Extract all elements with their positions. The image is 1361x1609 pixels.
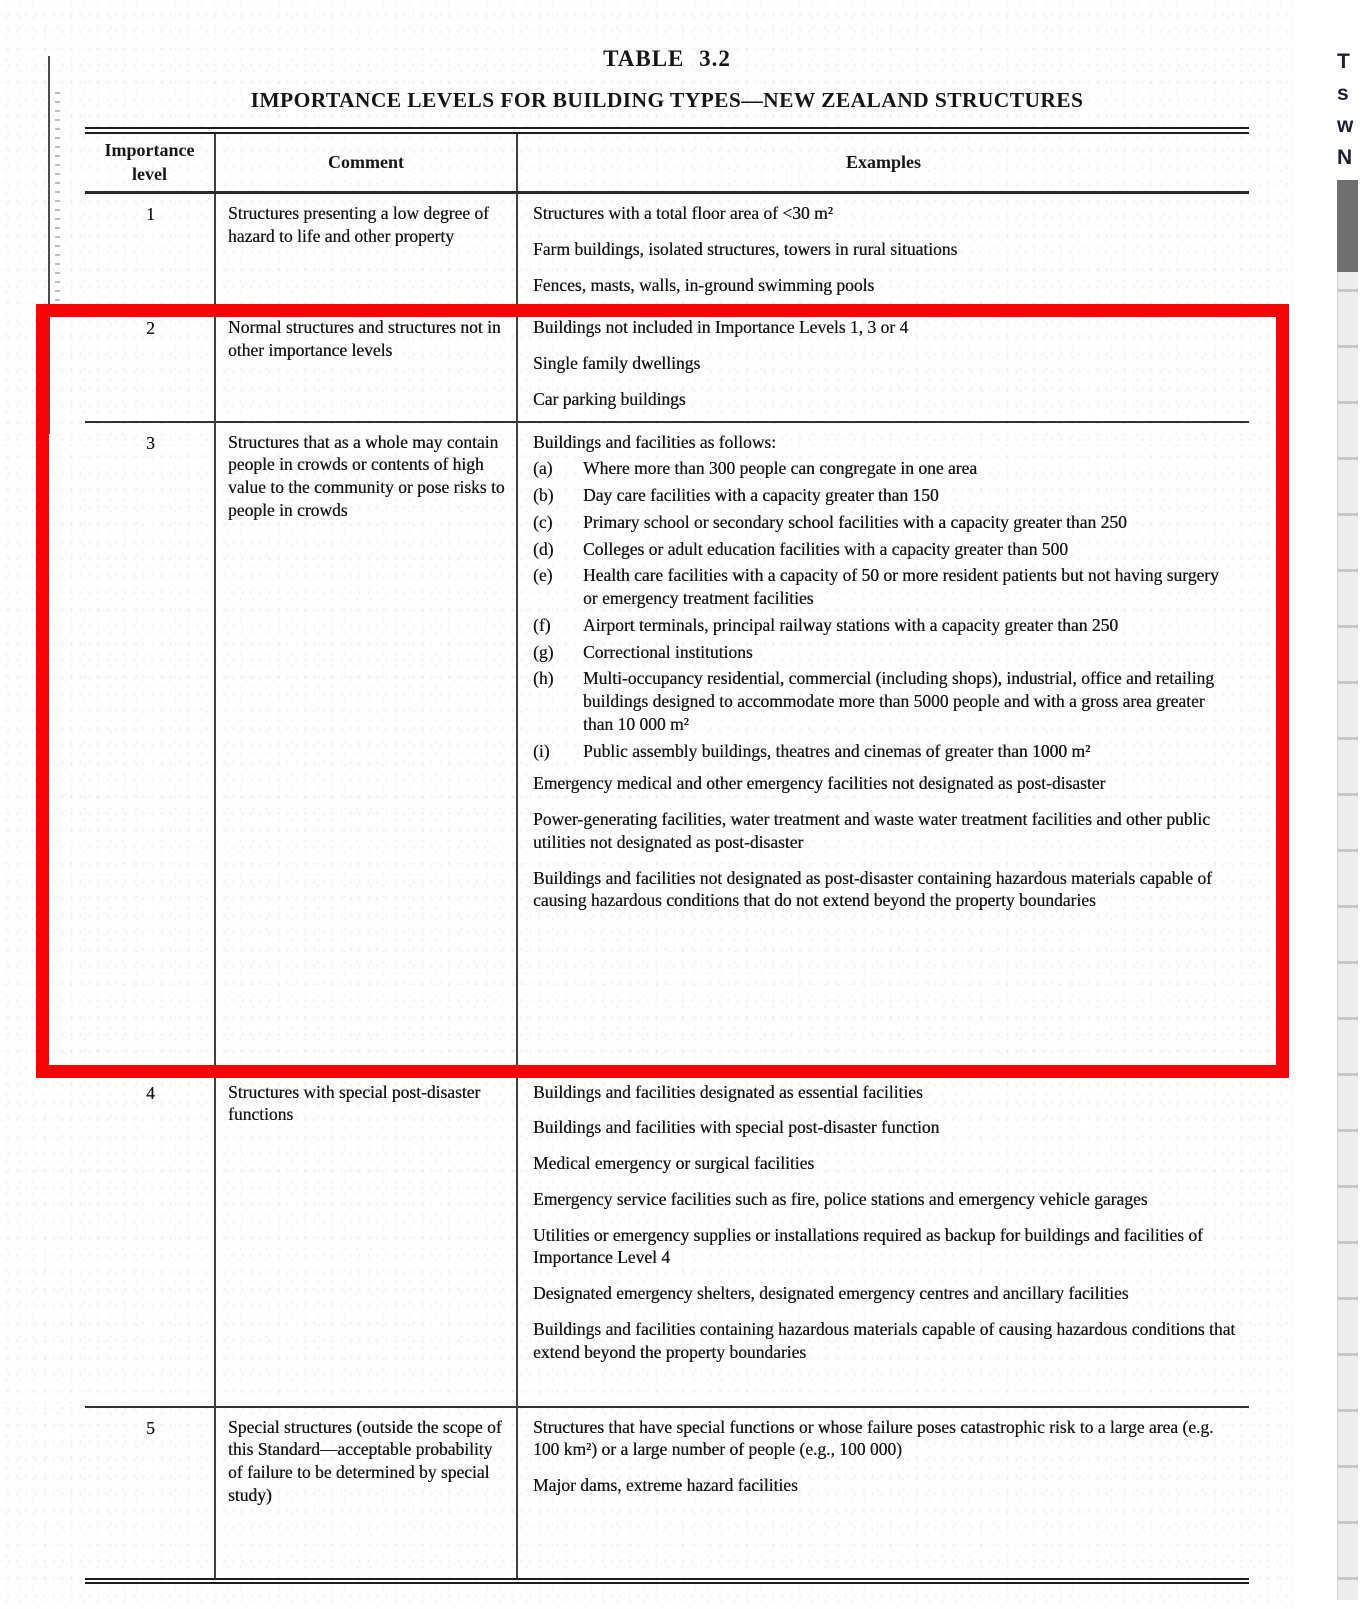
table-header-row	[85, 131, 1249, 193]
comment-cell: Special structures (outside the scope of this Standard—acceptable probability of failure to be determined by special study)	[215, 1407, 517, 1581]
example-item: Major dams, extreme hazard facilities	[533, 1475, 798, 1495]
example-item: Structures that have special functions or whose failure poses catastrophic risk to a large area (e.g. 100 km²) or a large number of people (e.g., 100 000)	[533, 1416, 1214, 1460]
example-item: Buildings and facilities with special post-disaster function	[533, 1117, 940, 1138]
table-row	[85, 193, 1249, 308]
example-item: Buildings and facilities containing hazardous materials capable of causing hazardous conditions that extend beyond the property boundaries	[533, 1318, 1236, 1362]
comment-cell: Structures presenting a low degree of hazard to life and other property	[215, 193, 517, 308]
examples-cell	[517, 307, 1249, 421]
clipped-text-column	[1337, 46, 1361, 174]
header-importance-level: Importance level	[85, 131, 215, 193]
header-examples: Examples	[517, 131, 1249, 193]
list-item	[533, 667, 1237, 735]
item-label: (g)	[533, 641, 554, 662]
list-item	[533, 511, 1237, 534]
item-label: (f)	[533, 614, 551, 635]
document-body	[85, 46, 1249, 1584]
header-comment: Comment	[215, 131, 517, 193]
table-label: TABLE 3.2	[603, 46, 731, 71]
example-item: Emergency service facilities such as fire, police stations and emergency vehicle garages	[533, 1188, 1148, 1209]
list-item	[533, 564, 1237, 610]
comment-cell: Structures with special post-disaster functions	[215, 1072, 517, 1407]
example-item: Farm buildings, isolated structures, towers in rural situations	[533, 238, 958, 259]
example-item: Designated emergency shelters, designated emergency centres and ancillary facilities	[533, 1283, 1129, 1303]
example-item: Power-generating facilities, water treatment and waste water treatment facilities and other public utilities not designated as post-disaster	[533, 809, 1211, 852]
example-item: Buildings not included in Importance Levels 1, 3 or 4	[533, 317, 909, 338]
example-item: Single family dwellings	[533, 353, 701, 373]
example-item: Fences, masts, walls, in-ground swimming pools	[533, 274, 875, 295]
example-item: Emergency medical and other emergency facilities not designated as post-disaster	[533, 773, 1106, 794]
item-text: Day care facilities with a capacity greater than 150	[583, 485, 939, 505]
item-text: Health care facilities with a capacity of 50 or more resident patients but not having surgery or emergency treatment facilities	[583, 565, 1219, 608]
list-item	[533, 538, 1237, 561]
item-label: (c)	[533, 511, 553, 532]
item-label: (b)	[533, 485, 554, 505]
level-cell: 5	[85, 1407, 215, 1581]
example-item: Buildings and facilities not designated as post-disaster containing hazardous materials capable of causing hazardous conditions that do not extend beyond the property boundaries	[533, 867, 1212, 911]
table-title: IMPORTANCE LEVELS FOR BUILDING TYPES—NEW ZEALAND STRUCTURES	[250, 88, 1084, 112]
level-cell: 1	[85, 193, 215, 308]
item-label: (d)	[533, 538, 554, 559]
examples-intro: Buildings and facilities as follows:	[533, 431, 777, 452]
clipped-text-line: N	[1337, 146, 1353, 169]
examples-cell	[517, 193, 1249, 308]
margin-scribble	[55, 92, 60, 317]
list-item	[533, 614, 1237, 637]
example-item: Utilities or emergency supplies or installations required as backup for buildings and facilities of Importance Level 4	[533, 1224, 1203, 1268]
table-row	[85, 422, 1249, 1072]
list-item	[533, 457, 1237, 480]
table-row	[85, 1072, 1249, 1407]
level-cell: 4	[85, 1072, 215, 1407]
scrollbar-thumb[interactable]	[1337, 180, 1358, 272]
margin-rule	[48, 56, 50, 434]
clipped-text-line: T	[1337, 50, 1350, 73]
example-item: Medical emergency or surgical facilities	[533, 1153, 815, 1173]
item-text: Correctional institutions	[583, 641, 753, 662]
item-text: Colleges or adult education facilities with a capacity greater than 500	[583, 538, 1068, 559]
item-text: Airport terminals, principal railway stations with a capacity greater than 250	[583, 614, 1119, 635]
item-text: Where more than 300 people can congregate in one area	[583, 458, 978, 479]
item-label: (h)	[533, 668, 554, 689]
example-item: Structures with a total floor area of <30 m²	[533, 203, 833, 223]
item-text: Public assembly buildings, theatres and cinemas of greater than 1000 m²	[583, 740, 1091, 761]
item-label: (i)	[533, 740, 550, 761]
examples-cell	[517, 422, 1249, 1072]
item-text: Multi-occupancy residential, commercial (including shops), industrial, office and retailing buildings designed to accommodate more than 5000 people and with a gross area greater than 10 000 m²	[583, 668, 1214, 734]
clipped-text-line: s	[1337, 82, 1349, 105]
item-label: (a)	[533, 458, 553, 479]
example-item: Car parking buildings	[533, 388, 686, 409]
comment-cell: Structures that as a whole may contain people in crowds or contents of high value to the community or pose risks to people in crowds	[215, 422, 517, 1072]
examples-cell	[517, 1072, 1249, 1407]
scrollbar-track[interactable]	[1337, 180, 1358, 1600]
examples-cell	[517, 1407, 1249, 1581]
item-text: Primary school or secondary school facilities with a capacity greater than 250	[583, 511, 1127, 532]
item-label: (e)	[533, 565, 553, 586]
importance-levels-table	[85, 127, 1249, 1584]
level-cell: 3	[85, 422, 215, 1072]
table-row	[85, 1407, 1249, 1581]
list-item	[533, 740, 1237, 763]
example-item: Buildings and facilities designated as essential facilities	[533, 1081, 923, 1102]
level-cell: 2	[85, 307, 215, 421]
clipped-text-line: w	[1337, 114, 1354, 137]
table-row	[85, 307, 1249, 421]
list-item	[533, 641, 1237, 664]
comment-cell: Normal structures and structures not in other importance levels	[215, 307, 517, 421]
list-item	[533, 484, 1237, 507]
